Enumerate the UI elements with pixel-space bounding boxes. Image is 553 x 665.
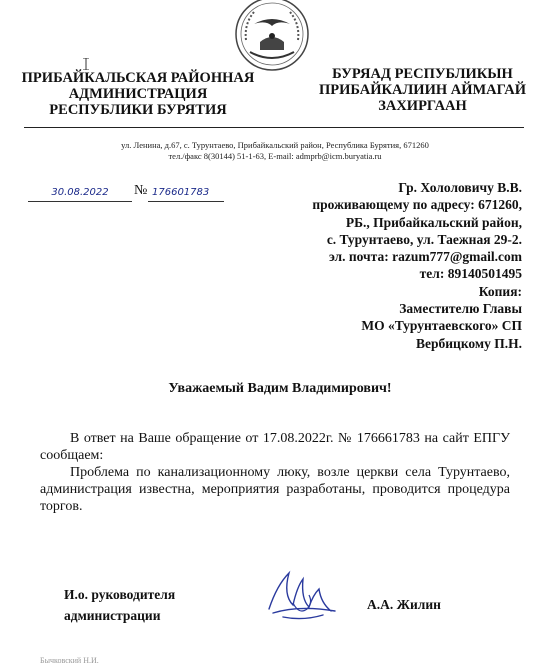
body-paragraph: В ответ на Ваше обращение от 17.08.2022г. № 176661783 на сайт ЕПГУ сообщаем: [40, 431, 510, 463]
letter-body [40, 430, 510, 515]
greeting: Уважаемый Вадим Владимирович! [168, 381, 392, 396]
text-cursor-icon [83, 58, 89, 70]
registration-date: 30.08.2022 [28, 184, 132, 202]
registration-number: 176601783 [148, 184, 224, 202]
recipient-line: тел: 89140501495 [419, 266, 522, 282]
org-name-bur-line: БУРЯАД РЕСПУБЛИКЫН [332, 66, 513, 82]
number-sign: № [134, 183, 148, 198]
recipient-line: Вербицкому П.Н. [416, 335, 522, 351]
org-name-ru-line: АДМИНИСТРАЦИЯ [68, 86, 208, 102]
recipient-line: эл. почта: razum777@gmail.com [328, 249, 522, 265]
org-name-bur-line: ПРИБАЙКАЛИИН АЙМАГАЙ [318, 82, 527, 98]
recipient-line: Гр. Хололовичу В.В. [398, 180, 522, 195]
recipient-line: проживающему по адресу: 671260, [312, 197, 522, 213]
signatory-name: А.А. Жилин [367, 597, 441, 612]
executor-note: Бычковский Н.И. [40, 656, 99, 665]
signature-icon [263, 565, 341, 625]
address-line: ул. Ленина, д.67, с. Турунтаево, Прибайкальский район, Республика Бурятия, 671260 [121, 140, 429, 150]
position-line: И.о. руководителя [64, 587, 176, 602]
org-name-bur [300, 66, 545, 114]
position-line: администрации [64, 608, 161, 623]
org-name-bur-line: ЗАХИРГААН [378, 98, 467, 114]
recipient-line: Заместителю Главы [399, 301, 522, 317]
recipient-line: МО «Турунтаевского» СП [361, 318, 522, 334]
contacts-line: тел./факс 8(30144) 51-1-63, E-mail: admprb@icm.buryatia.ru [168, 151, 382, 161]
body-paragraph: Проблема по канализационному люку, возле церкви села Турунтаево, администрация известна, мероприятия разработаны, проводится процедура торгов. [40, 465, 510, 514]
org-name-ru-line: РЕСПУБЛИКИ БУРЯТИЯ [49, 102, 227, 118]
header-divider [24, 127, 524, 128]
recipient-line: с. Турунтаево, ул. Таежная 29-2. [326, 231, 522, 247]
signatory-position [64, 584, 175, 626]
emblem-icon [232, 0, 312, 74]
org-name-ru-line: ПРИБАЙКАЛЬСКАЯ РАЙОННАЯ [21, 70, 255, 86]
recipient-line: РБ., Прибайкальский район, [345, 214, 522, 230]
recipient-block [240, 179, 522, 352]
org-name-ru [18, 70, 258, 118]
copy-label: Копия: [478, 283, 522, 299]
org-address [40, 140, 510, 162]
